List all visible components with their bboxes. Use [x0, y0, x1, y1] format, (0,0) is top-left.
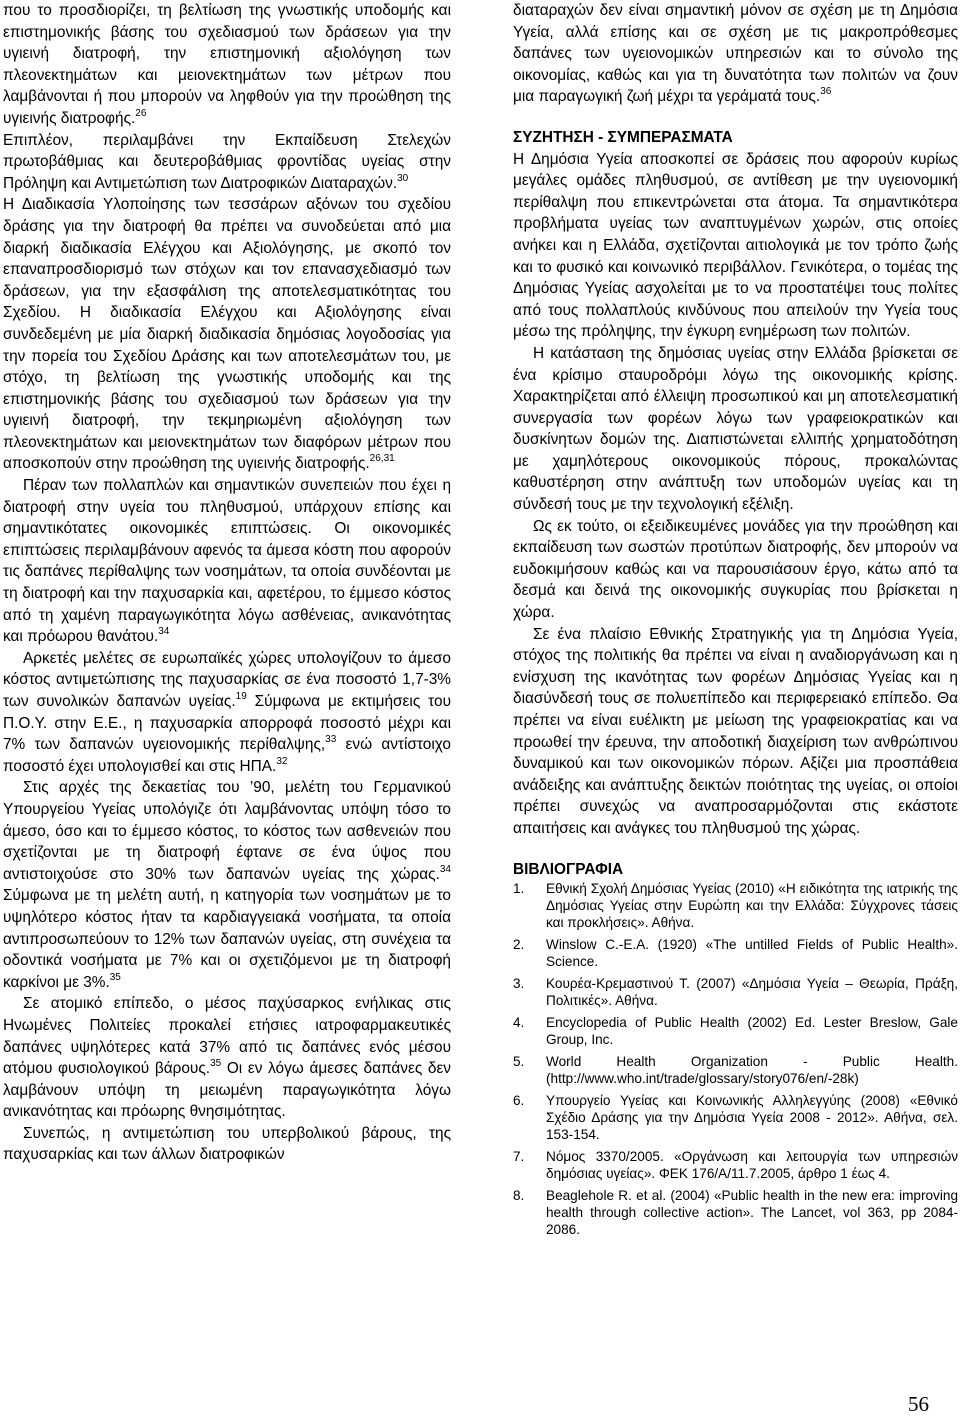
right-column [513, 0, 958, 1243]
bibliography-item [513, 975, 958, 1009]
reference-text: Εθνική Σχολή Δημόσιας Υγείας (2010) «Η ειδικότητα της ιατρικής της Δημόσιας Υγείας στην Ευρώπη και την Ελλάδα: Σύγχρονες τάσεις και προκλήσεις». Αθήνα. [546, 881, 958, 931]
reference-text: Encyclopedia of Public Health (2002) Ed. Lester Breslow, Gale Group, Inc. [546, 1015, 958, 1048]
paragraph: διαταραχών δεν είναι σημαντική μόνον σε σχέση με τη Δημόσια Υγεία, αλλά επίσης και σε σχέση με τις μακροπρόθεσμες δαπάνες των υγειονομικών υπηρεσιών και το σύνολο της οικονομίας, καθώς και για τη δυνατότητα των πολιτών να ζουν μια παραγωγική ζωή μέχρι τα γεράματά τους.$^{36}$ [513, 2, 958, 106]
bibliography-item [513, 1092, 958, 1143]
reference-text: Νόμος 3370/2005. «Οργάνωση και λειτουργία των υπηρεσιών δημόσιας υγείας». ΦΕΚ 176/Α/11.7.2005, άρθρο 1 έως 4. [546, 1149, 958, 1182]
paragraph: Αρκετές μελέτες σε ευρωπαϊκές χώρες υπολογίζουν το άμεσο κόστος αντιμετώπισης της παχυσαρκίας σε ένα ποσοστό 1,7-3% των συνολικών δαπανών υγείας.$^{19}$ Σύμφωνα με εκτιμήσεις του Π.Ο.Υ. στην Ε.Ε., η παχυσαρκία απορροφά ποσοστό μέχρι και 7% των δαπανών υγειονομικής περίθαλψης,$^{33}$ ενώ αντίστοιχο ποσοστό έχει υπολογισθεί και στις ΗΠΑ.$^{32}$ [3, 649, 451, 775]
item-number: 4. [513, 1015, 525, 1031]
reference-text: Κουρέα-Κρεμαστινού Τ. (2007) «Δημόσια Υγεία – Θεωρία, Πράξη, Πολιτικές». Αθήνα. [546, 976, 958, 1009]
bibliography-item [513, 1053, 958, 1087]
reference-text: Υπουργείο Υγείας και Κοινωνικής Αλληλεγγύης (2008) «Εθνικό Σχέδιο Δράσης για την Δημόσια Υγεία 2008 - 2012». Αθήνα, σελ. 153-154. [546, 1093, 958, 1143]
paragraph: Επιπλέον, περιλαμβάνει την Εκπαίδευση Στελεχών πρωτοβάθμιας και δευτεροβάθμιας φροντίδας υγείας στην Πρόληψη και Αντιμετώπιση των Διατροφικών Διαταραχών.$^{30}$ [3, 131, 451, 192]
paragraph: που το προσδιορίζει, τη βελτίωση της γνωστικής υποδομής και επιστημονικής βάσης του σχεδιασμού των δράσεων για την υγιεινή διατροφή, την επιστημονική αξιολόγηση των πλεονεκτημάτων και μειονεκτημάτων των μέτρων που λαμβάνονται ή που μπορούν να ληφθούν για την προώθηση της υγιεινής διατροφής.$^{26}$ [3, 2, 451, 127]
paragraph: Η κατάσταση της δημόσιας υγείας στην Ελλάδα βρίσκεται σε ένα κρίσιμο σταυροδρόμι λόγω της οικονομικής κρίσης. Χαρακτηρίζεται από έλλειψη προσωπικού και μη αποτελεσματική συνεργασία των φορέων λόγω των γραφειοκρατικών και δυσκίνητων δομών της. Διαπιστώνεται ελλιπής χρηματοδότηση με χαμηλότερους οικονομικούς πόρους, προκαλώντας καθυστέρηση στην ανάπτυξη των υποδομών υγείας και τη σύνδεσή τους με την τεχνολογική εξέλιξη. [513, 344, 958, 514]
bibliography-list [513, 880, 958, 1238]
citation: 26 [135, 107, 147, 119]
citation: 34 [439, 863, 451, 875]
paragraph: Η Διαδικασία Υλοποίησης των τεσσάρων αξόνων του σχεδίου δράσης για την διατροφή θα πρέπει να συνοδεύεται από μια διαρκή διαδικασία Ελέγχου και Αξιολόγησης, με σκοπό τον επαναπροσδιορισμό των στόχων και τον επανασχεδιασμό των δράσεων, για την εξασφάλιση της αποτελεσματικότητας του Σχεδίου. Η διαδικασία Ελέγχου και Αξιολόγησης είναι συνδεδεμένη με μία διαρκή διαδικασία δημόσιας λογοδοσίας για την πορεία του Σχεδίου Δράσης και των αποτελεσμάτων του, με στόχο, τη βελτίωση της γνωστικής υποδομής και της επιστημονικής βάσης του σχεδιασμού των δράσεων για την υγιεινή διατροφή, την τεκμηριωμένη αξιολόγηση των πλεονεκτημάτων και μειονεκτημάτων των διαφόρων μέτρων που αποσκοπούν στην προώθηση της υγιεινής διατροφής.$^{26,31}$ [3, 196, 451, 473]
citation: 36 [820, 86, 832, 98]
bibliography-item [513, 936, 958, 970]
item-number: 6. [513, 1093, 525, 1109]
section-heading-conclusion: ΣΥΖΗΤΗΣΗ - ΣΥΜΠΕΡΑΣΜΑΤΑ [513, 128, 733, 146]
reference-text: Winslow C.-E.A. (1920) «The untilled Fields of Public Health». Science. [546, 937, 958, 970]
paragraph: Σε ατομικό επίπεδο, ο μέσος παχύσαρκος ενήλικας στις Ηνωμένες Πολιτείες προκαλεί ετήσιες ιατροφαρμακευτικές δαπάνες υψηλότερες κατά 37% από τις δαπάνες ενός μέσου ατόμου φυσιολογικού βάρους.$^{35}$ Οι εν λόγω άμεσες δαπάνες δεν λαμβάνουν υπόψη τη μειωμένη παραγωγικότητα λόγω ανικανότητας και πρόωρης θνησιμότητας. [3, 995, 452, 1121]
bibliography-item [513, 1148, 958, 1182]
citation: 35 [210, 1058, 222, 1070]
bibliography-item [513, 880, 958, 931]
reference-text: World Health Organization - Public Health. (http://www.who.int/trade/glossary/story076/en/-28k) [546, 1054, 958, 1087]
paragraph: Πέραν των πολλαπλών και σημαντικών συνεπειών που έχει η διατροφή στην υγεία του πληθυσμού, υπάρχουν επίσης και σημαντικότατες οικονομικές επιπτώσεις. Οι οικονομικές επιπτώσεις περιλαμβάνουν αφενός τα άμεσα κόστη που αφορούν τις δαπάνες περίθαλψης των νοσημάτων, τα οποία συνδέονται με τη διατροφή και την παχυσαρκία και, αφετέρου, το έμμεσο κόστος από τη χαμένη παραγωγικότητα λόγω ασθένειας, ανικανότητας και πρόωρου θανάτου.$^{34}$ [3, 477, 451, 646]
paragraph: Συνεπώς, η αντιμετώπιση του υπερβολικού βάρους, της παχυσαρκίας και των άλλων διατροφικών [3, 1124, 451, 1164]
reference-text: Beaglehole R. et al. (2004) «Public health in the new era: improving health through collective action». The Lancet, vol 363, pp 2084-2086. [546, 1188, 958, 1238]
item-number: 2. [513, 937, 525, 953]
citation: 32 [276, 755, 288, 767]
citation: 35 [109, 971, 121, 983]
bibliography-item [513, 1187, 958, 1238]
item-number: 5. [513, 1054, 525, 1070]
page-number: 56 [908, 1392, 929, 1416]
citation: 34 [158, 626, 170, 638]
left-column [3, 0, 451, 1166]
citation: 33 [325, 734, 337, 746]
item-number: 8. [513, 1188, 525, 1204]
citation: 19 [235, 691, 247, 702]
section-heading-bibliography: ΒΙΒΛΙΟΓΡΑΦΙΑ [513, 860, 624, 878]
citation: 26,31 [369, 453, 395, 465]
bibliography-item [513, 1014, 958, 1048]
item-number: 7. [513, 1149, 525, 1165]
item-number: 3. [513, 976, 525, 992]
paragraph: Ως εκ τούτο, οι εξειδικευμένες μονάδες για την προώθηση και εκπαίδευση των σωστών προτύπων διατροφής, δεν μπορούν να ευδοκιμήσουν καθώς και να παρουσιάσουν έργο, κάτω από τα δεσμά και δεινά της οικονομικής συγκυρίας που βρίσκεται η χώρα. [513, 517, 958, 622]
item-number: 1. [513, 881, 525, 897]
paragraph: Η Δημόσια Υγεία αποσκοπεί σε δράσεις που αφορούν κυρίως μεγάλες ομάδες πληθυσμού, σε αντίθεση με την υγειονομική περίθαλψη που επικεντρώνεται στα άτομα. Τα σημαντικότερα προβλήματα υγείας των αναπτυγμένων χωρών, στις οποίες ανήκει και η Ελλάδα, σχετίζονται αιτιολογικά με τον τρόπο ζωής και το φυσικό και κοινωνικό περιβάλλον. Γενικότερα, ο τομέας της Δημόσιας Υγείας ασχολείται με το να προστατέψει τους πολίτες από τους πολλαπλούς κινδύνους που απειλούν την Υγεία τους μέσω της πρόληψης, την έγκυρη ενημέρωση των πολιτών. [513, 150, 958, 341]
paragraph: Στις αρχές της δεκαετίας του ’90, μελέτη του Γερμανικού Υπουργείου Υγείας υπολόγιζε ότι λαμβάνοντας υπόψη τόσο το άμεσο, όσο και το έμμεσο κόστος, το κόστος των ασθενειών που σχετίζονται με τη διατροφή έφτανε σε ένα ύψος που αντιστοιχούσε στο 30% των δαπανών υγείας της χώρας.$^{34}$ Σύμφωνα με τη μελέτη αυτή, η κατηγορία των νοσημάτων με το υψηλότερο κόστος ήταν τα καρδιαγγειακά νοσήματα, τα οποία αντιπροσωπεύουν το 12% των δαπανών υγείας, στη συνέχεια τα οδοντικά νοσήματα με 7% και οι σχετιζόμενοι με τη διατροφή καρκίνοι με 3%.$^{35}$ [3, 779, 451, 991]
paragraph: Σε ένα πλαίσιο Εθνικής Στρατηγικής για τη Δημόσια Υγεία, στόχος της πολιτικής θα πρέπει να είναι η αναδιοργάνωση και η ενίσχυση της ικανότητας των φορέων Δημόσιας Υγείας και η διασύνδεσή τους σε πολυεπίπεδο και περιφερειακό επίπεδο. Θα πρέπει να είναι ευέλικτη με μείωση της γραφειοκρατίας και να προωθεί την έρευνα, την αποδοτική διαχείριση των ανθρώπινου δυναμικού και των οικονομικών πόρων. Αξίζει μια προσπάθεια ανάδειξης και ανάπτυξης δεικτών ποιότητας της υγείας, οι οποίοι πρέπει συνεχώς να αναπροσαρμόζονται στις εκάστοτε απαιτήσεις και ανάγκες του πληθυσμού της χώρας. [513, 625, 958, 837]
citation: 30 [397, 172, 409, 184]
